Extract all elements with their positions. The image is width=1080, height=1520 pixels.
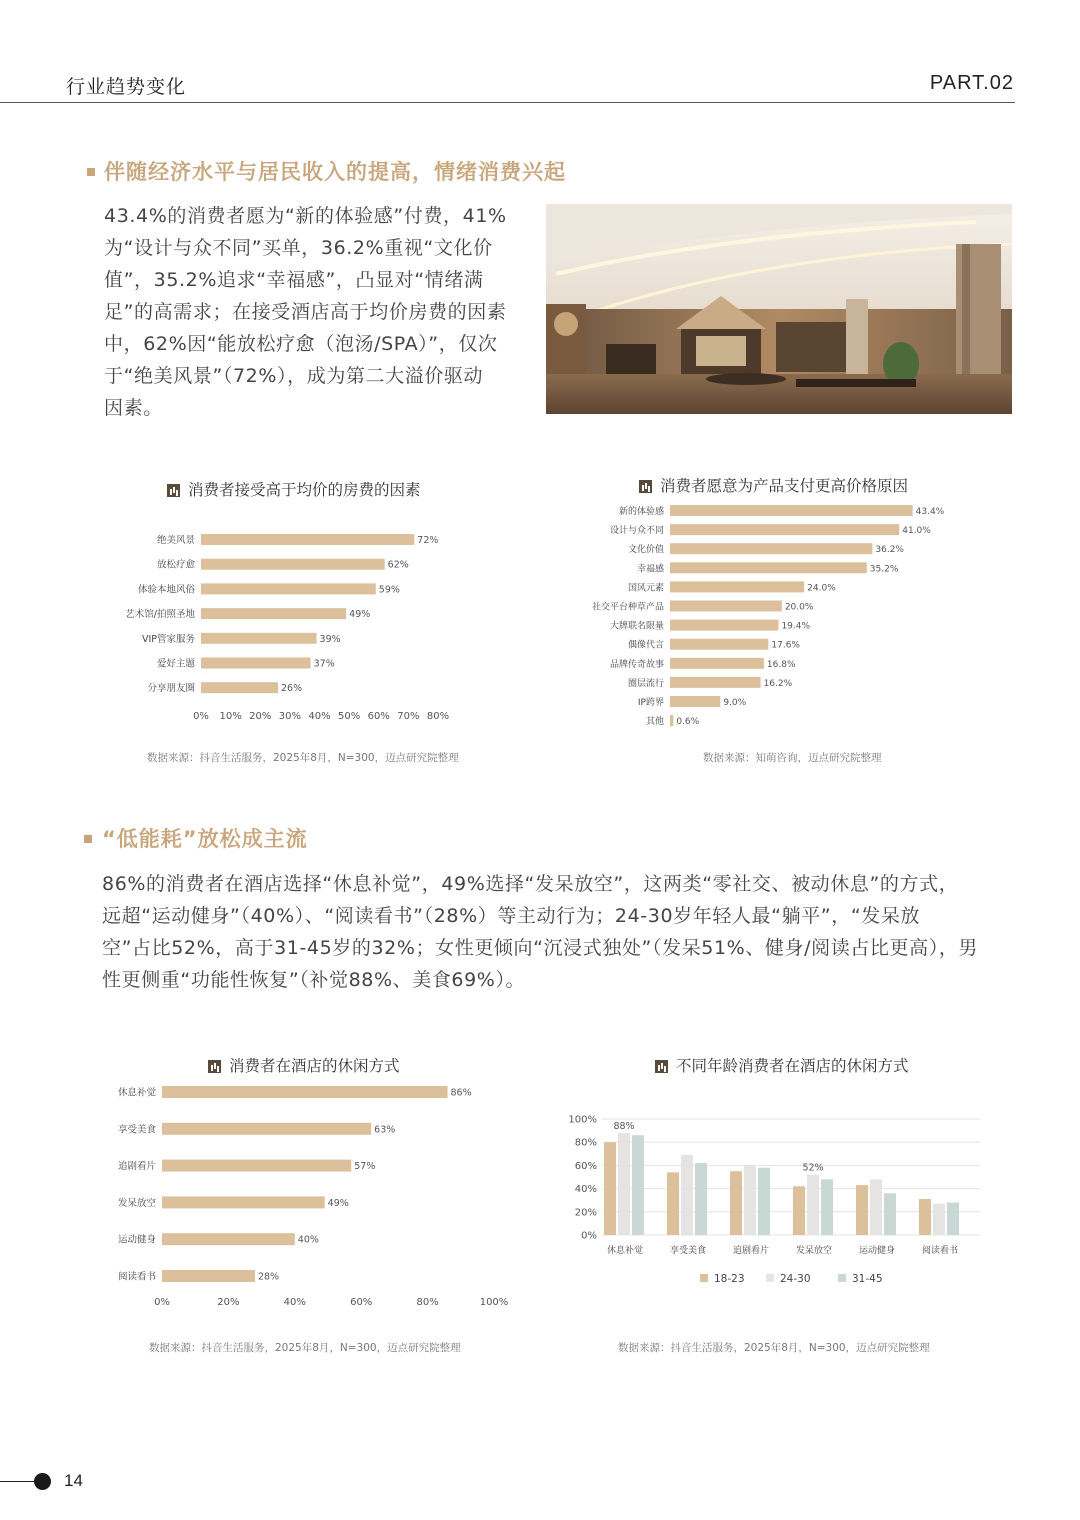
value-label: 62%	[387, 559, 409, 571]
category-label: 追剧看片	[117, 1161, 156, 1173]
paragraph-line: 因素。	[104, 397, 163, 419]
bar	[670, 505, 913, 516]
paragraph-line: 性更侧重“功能性恢复”（补觉88%、美食69%）。	[102, 969, 526, 991]
legend-swatch	[700, 1274, 708, 1282]
paragraph-line: 远超“运动健身”（40%）、“阅读看书”（28%）等主动行为；24-30岁年轻人最“躺平”，“发呆放	[102, 905, 921, 927]
paragraph-line: 43.4%的消费者愿为“新的体验感”付费，41%	[104, 205, 507, 227]
bar	[667, 1172, 679, 1235]
bar	[670, 524, 899, 535]
bar	[670, 715, 673, 726]
bar	[670, 543, 872, 554]
bar	[604, 1142, 616, 1235]
header-divider	[0, 102, 1015, 103]
section-bullet-icon	[84, 835, 92, 843]
value-label: 16.8%	[766, 659, 796, 670]
header-title: 行业趋势变化	[66, 76, 187, 98]
y-tick-label: 100%	[568, 1114, 597, 1126]
hotel-lobby-illustration	[546, 204, 1012, 414]
bar	[821, 1179, 833, 1235]
x-tick-label: 0%	[154, 1296, 170, 1308]
bar	[162, 1196, 325, 1208]
chart2-bar-chart	[560, 500, 980, 735]
bar	[744, 1165, 756, 1235]
value-label: 35.2%	[869, 564, 899, 575]
bar	[884, 1193, 896, 1235]
value-label: 17.6%	[771, 640, 800, 651]
category-label: 大牌联名限量	[609, 621, 664, 632]
page-marker-icon	[34, 1473, 51, 1490]
value-label: 16.2%	[763, 678, 793, 689]
value-label: 26%	[281, 683, 303, 695]
category-label: 享受美食	[669, 1246, 707, 1256]
bar-chart-icon	[655, 1060, 668, 1073]
bar	[162, 1160, 351, 1172]
chart1-source: 数据来源：抖音生活服务，2025年8月，N=300，迈点研究院整理	[147, 752, 459, 764]
y-tick-label: 20%	[574, 1207, 597, 1219]
paragraph-line: 中，62%因“能放松疗愈（泡汤/SPA）”，仅次	[104, 333, 498, 355]
category-label: 体验本地风俗	[137, 584, 195, 596]
bar	[670, 581, 804, 592]
chart2-title-text: 消费者愿意为产品支付更高价格原因	[660, 477, 909, 495]
bar	[201, 682, 278, 693]
x-tick-label: 10%	[219, 710, 242, 722]
x-tick-label: 70%	[397, 710, 420, 722]
chart1-title	[167, 478, 421, 500]
bar	[201, 608, 346, 619]
y-tick-label: 40%	[574, 1184, 597, 1196]
bar	[670, 696, 720, 707]
page-number: 14	[64, 1471, 83, 1490]
x-tick-label: 60%	[367, 710, 390, 722]
value-label: 43.4%	[915, 507, 945, 517]
value-label: 9.0%	[723, 698, 747, 708]
x-tick-label: 100%	[479, 1296, 509, 1308]
bar	[162, 1123, 371, 1135]
bar	[201, 658, 311, 669]
category-label: VIP管家服务	[141, 633, 195, 645]
value-label: 20.0%	[784, 602, 814, 613]
bar	[919, 1199, 931, 1235]
header-part-label: PART.02	[929, 72, 1014, 94]
bar	[632, 1135, 644, 1235]
category-label: 偶像代言	[627, 640, 664, 651]
legend-swatch	[838, 1274, 846, 1282]
paragraph-line: 空”占比52%，高于31-45岁的32%；女性更倾向“沉浸式独处”（发呆51%、健身/阅读占比更高），男	[102, 937, 979, 959]
bar	[201, 559, 385, 570]
value-label: 57%	[354, 1161, 376, 1173]
section1-paragraph	[104, 200, 534, 424]
bar	[807, 1175, 819, 1235]
paragraph-line: 值”，35.2%追求“幸福感”，凸显对“情绪满	[104, 269, 484, 291]
y-tick-label: 60%	[574, 1160, 597, 1172]
bar	[730, 1171, 742, 1235]
bar	[856, 1185, 868, 1235]
category-label: 运动健身	[117, 1234, 156, 1246]
category-label: 艺术馆/拍照圣地	[125, 609, 195, 621]
chart2-source: 数据来源：知萌咨询，迈点研究院整理	[703, 752, 882, 764]
value-label: 19.4%	[781, 621, 811, 632]
chart1-bar-chart	[100, 525, 470, 725]
category-label: 品牌传奇故事	[609, 659, 664, 670]
category-label: 阅读看书	[117, 1271, 156, 1283]
category-label: 放松疗愈	[156, 559, 195, 571]
value-label: 63%	[374, 1124, 396, 1136]
value-label: 39%	[319, 633, 341, 645]
bar	[162, 1270, 255, 1282]
bar	[681, 1155, 693, 1235]
bar-chart-icon	[208, 1060, 221, 1073]
x-tick-label: 30%	[278, 710, 301, 722]
section-bullet-icon	[87, 168, 95, 176]
bar	[670, 658, 764, 669]
x-tick-label: 80%	[426, 710, 450, 722]
hotel-lobby-photo	[546, 204, 1012, 414]
bar	[933, 1204, 945, 1235]
section2-title: “低能耗”放松成主流	[102, 827, 308, 851]
category-label: 幸福感	[636, 564, 664, 575]
x-tick-label: 40%	[308, 710, 331, 722]
bar	[870, 1179, 882, 1235]
category-label: 休息补觉	[117, 1087, 156, 1099]
x-tick-label: 20%	[249, 710, 272, 722]
legend-label: 24-30	[780, 1273, 811, 1285]
category-label: 国风元素	[627, 583, 664, 594]
category-label: 享受美食	[117, 1124, 156, 1136]
bar	[670, 677, 761, 688]
chart1-title-text: 消费者接受高于均价的房费的因素	[188, 481, 421, 499]
category-label: 文化价值	[627, 545, 664, 556]
section1-title: 伴随经济水平与居民收入的提高，情绪消费兴起	[104, 160, 566, 184]
category-label: 圈层流行	[627, 678, 664, 689]
bar	[201, 534, 414, 545]
bar	[670, 620, 778, 631]
category-label: 休息补觉	[606, 1246, 644, 1256]
chart3-bar-chart	[100, 1080, 520, 1320]
chart2-title	[639, 474, 908, 496]
category-label: 阅读看书	[921, 1246, 959, 1256]
section2-paragraph	[102, 868, 1022, 996]
chart4-grouped-bar-chart	[560, 1105, 990, 1295]
bar	[162, 1086, 448, 1098]
bar	[793, 1186, 805, 1235]
paragraph-line: 足”的高需求；在接受酒店高于均价房费的因素	[104, 301, 507, 323]
paragraph-line: 为“设计与众不同”买单，36.2%重视“文化价	[104, 237, 493, 259]
value-label: 86%	[450, 1087, 472, 1099]
category-label: 社交平台种草产品	[591, 602, 664, 613]
category-label: 设计与众不同	[609, 526, 664, 537]
x-tick-label: 0%	[193, 710, 209, 722]
category-label: 其他	[645, 717, 664, 728]
bar	[162, 1233, 295, 1245]
legend-label: 31-45	[852, 1273, 883, 1285]
legend-label: 18-23	[714, 1273, 745, 1285]
category-label: 发呆放空	[795, 1246, 833, 1256]
bar	[758, 1168, 770, 1235]
category-label: IP跨界	[637, 698, 664, 708]
data-annotation: 52%	[802, 1162, 824, 1174]
category-label: 新的体验感	[618, 507, 664, 517]
bar	[947, 1203, 959, 1235]
legend-swatch	[766, 1274, 774, 1282]
x-tick-label: 50%	[338, 710, 361, 722]
value-label: 41.0%	[902, 526, 931, 537]
value-label: 24.0%	[807, 583, 836, 594]
paragraph-line: 于“绝美风景”（72%），成为第二大溢价驱动	[104, 365, 484, 387]
bar	[670, 601, 782, 612]
chart4-title	[655, 1054, 909, 1076]
x-tick-label: 80%	[416, 1296, 439, 1308]
x-tick-label: 20%	[217, 1296, 240, 1308]
bar-chart-icon	[167, 484, 180, 497]
category-label: 绝美风景	[156, 535, 195, 546]
category-label: 运动健身	[858, 1246, 896, 1256]
chart3-source: 数据来源：抖音生活服务，2025年8月，N=300，迈点研究院整理	[149, 1342, 461, 1354]
value-label: 36.2%	[875, 545, 904, 556]
value-label: 49%	[349, 609, 371, 621]
bar	[670, 562, 867, 573]
value-label: 59%	[378, 584, 400, 596]
value-label: 40%	[297, 1234, 319, 1246]
chart3-title-text: 消费者在酒店的休闲方式	[229, 1057, 400, 1075]
bar	[618, 1133, 630, 1235]
bar	[201, 633, 317, 644]
category-label: 分享朋友圈	[147, 683, 195, 695]
bar	[201, 583, 376, 594]
category-label: 追剧看片	[732, 1246, 770, 1256]
bar	[670, 639, 768, 650]
chart3-title	[208, 1054, 400, 1076]
value-label: 49%	[327, 1197, 349, 1209]
y-tick-label: 0%	[581, 1230, 597, 1242]
data-annotation: 88%	[613, 1120, 635, 1132]
bar	[695, 1163, 707, 1235]
bar-chart-icon	[639, 480, 652, 493]
value-label: 0.6%	[676, 717, 700, 728]
y-tick-label: 80%	[574, 1137, 597, 1149]
chart4-source: 数据来源：抖音生活服务，2025年8月，N=300，迈点研究院整理	[618, 1342, 930, 1354]
chart4-title-text: 不同年龄消费者在酒店的休闲方式	[676, 1057, 909, 1075]
x-tick-label: 40%	[283, 1296, 306, 1308]
paragraph-line: 86%的消费者在酒店选择“休息补觉”，49%选择“发呆放空”，这两类“零社交、被动休息”的方式，	[102, 873, 959, 895]
x-tick-label: 60%	[350, 1296, 373, 1308]
value-label: 72%	[417, 535, 439, 546]
value-label: 37%	[313, 658, 335, 670]
category-label: 发呆放空	[117, 1197, 156, 1209]
category-label: 爱好主题	[156, 658, 195, 670]
value-label: 28%	[257, 1271, 280, 1283]
